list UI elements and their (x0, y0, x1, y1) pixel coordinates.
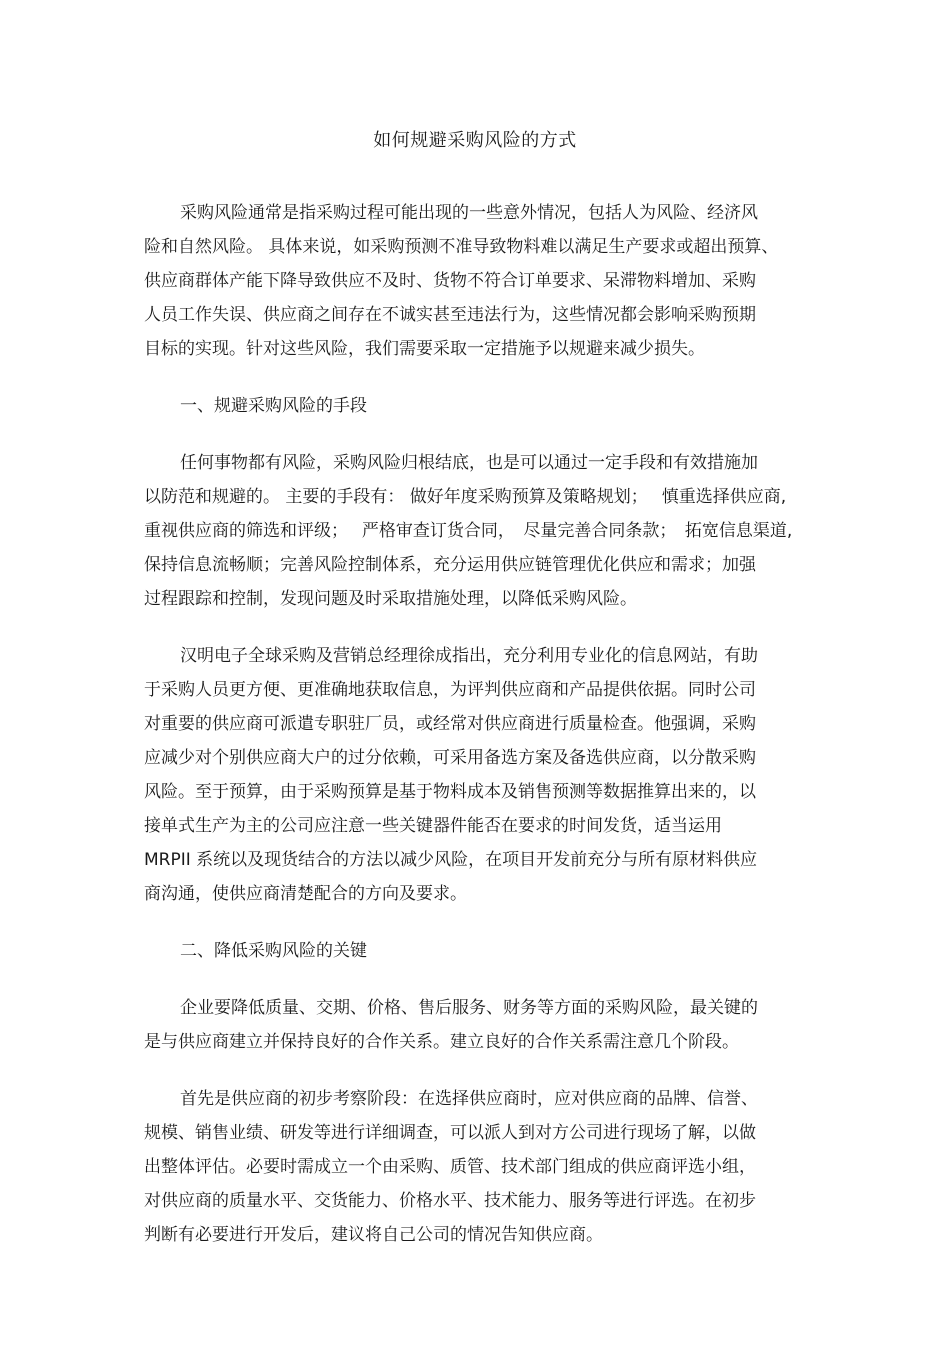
text-line: 重视供应商的筛选和评级； 严格审查订货合同， 尽量完善合同条款； 拓宽信息渠道, (144, 521, 793, 541)
text-line: 出整体评估。必要时需成立一个由采购、质管、技术部门组成的供应商评选小组， (144, 1157, 756, 1177)
text-line: 采购风险通常是指采购过程可能出现的一些意外情况，包括人为风险、经济风 (180, 203, 758, 223)
paragraph-intro (144, 196, 826, 366)
text-line: 汉明电子全球采购及营销总经理徐成指出，充分利用专业化的信息网站，有助 (180, 646, 758, 666)
text-line: 保持信息流畅顺；完善风险控制体系，充分运用供应链管理优化供应和需求；加强 (144, 555, 756, 575)
text-line: 任何事物都有风险，采购风险归根结底，也是可以通过一定手段和有效措施加 (180, 453, 758, 473)
text-line: 对供应商的质量水平、交货能力、价格水平、技术能力、服务等进行评选。在初步 (144, 1191, 756, 1211)
text-line: 企业要降低质量、交期、价格、售后服务、财务等方面的采购风险，最关键的 (180, 998, 758, 1018)
text-line: 规模、销售业绩、研发等进行详细调查，可以派人到对方公司进行现场了解，以做 (144, 1123, 756, 1143)
text-line: 险和自然风险。 具体来说，如采购预测不准导致物料难以满足生产要求或超出预算、 (144, 237, 779, 257)
text-line: 判断有必要进行开发后，建议将自己公司的情况告知供应商。 (144, 1225, 603, 1245)
text-line: 供应商群体产能下降导致供应不及时、货物不符合订单要求、呆滞物料增加、采购 (144, 271, 756, 291)
section-heading-key: 二、降低采购风险的关键 (180, 941, 367, 961)
paragraph-first-stage (144, 1082, 826, 1252)
document-title: 如何规避采购风险的方式 (373, 130, 577, 151)
text-line: 以防范和规避的。 主要的手段有： 做好年度采购预算及策略规划； 慎重选择供应商, (144, 487, 787, 507)
text-line: 商沟通，使供应商清楚配合的方向及要求。 (144, 884, 467, 904)
document-body (144, 196, 826, 1275)
text-line: 人员工作失误、供应商之间存在不诚实甚至违法行为，这些情况都会影响采购预期 (144, 305, 756, 325)
section-heading-means: 一、规避采购风险的手段 (180, 396, 367, 416)
text-line: 是与供应商建立并保持良好的合作关系。建立良好的合作关系需注意几个阶段。 (144, 1032, 739, 1052)
text-line: 应减少对个别供应商大户的过分依赖，可采用备选方案及备选供应商，以分散采购 (144, 748, 756, 768)
paragraph-quote (144, 639, 826, 911)
text-line: 接单式生产为主的公司应注意一些关键器件能否在要求的时间发货，适当运用 (144, 816, 722, 836)
paragraph-key (144, 991, 826, 1059)
text-line: 目标的实现。针对这些风险，我们需要采取一定措施予以规避来减少损失。 (144, 339, 705, 359)
text-line: 首先是供应商的初步考察阶段：在选择供应商时，应对供应商的品牌、信誉、 (180, 1089, 758, 1109)
text-line: 于采购人员更方便、更准确地获取信息，为评判供应商和产品提供依据。同时公司 (144, 680, 756, 700)
text-line: 对重要的供应商可派遣专职驻厂员，或经常对供应商进行质量检查。他强调，采购 (144, 714, 756, 734)
text-line: MRPII 系统以及现货结合的方法以减少风险，在项目开发前充分与所有原材料供应 (144, 850, 758, 870)
text-line: 过程跟踪和控制，发现问题及时采取措施处理，以降低采购风险。 (144, 589, 637, 609)
text-line: 风险。至于预算，由于采购预算是基于物料成本及销售预测等数据推算出来的，以 (144, 782, 756, 802)
paragraph-means (144, 446, 826, 616)
